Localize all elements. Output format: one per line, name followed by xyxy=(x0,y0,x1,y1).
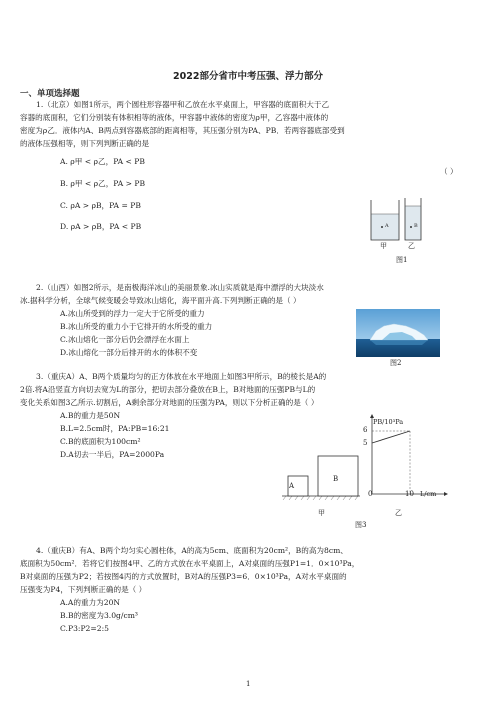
q4-line: 底面积为50cm²．若将它们按图4甲、乙的方式放在水平桌面上，A对桌面的压强P1=1．0×10³Pa， xyxy=(20,559,360,568)
q2-option-d: D.冰山熔化一部分后排开的水的体积不变 xyxy=(60,348,198,357)
q3-line: 变化关系如图3乙所示.切割后，A剩余部分对地面的压强为PA，则以下分析正确的是（ ） xyxy=(20,398,319,407)
q1-option-d: D. ρA > ρB，PA < PB xyxy=(60,222,142,231)
fig1-label-yi: 乙 xyxy=(408,242,415,250)
q4-line: 压强变为P4，下列判断正确的是（ ） xyxy=(20,585,147,594)
q2-option-a: A.冰山所受到的浮力一定大于它所受的重力 xyxy=(60,309,205,318)
q1-answer-bracket: （ ） xyxy=(440,167,458,176)
graph-y-label: PB/10³Pa xyxy=(373,418,404,426)
q1-line: 容器的底面积，它们分别装有体积相等的液体，甲容器中液体的密度为ρ甲，乙容器中液体的 xyxy=(20,113,329,122)
section-heading: 一、单项选择题 xyxy=(20,89,80,99)
block-a-label: A xyxy=(289,482,295,490)
q3-option-c: C.B的底面积为100cm² xyxy=(60,437,141,446)
y-tick-6: 6 xyxy=(363,426,368,434)
block-b-label: B xyxy=(333,475,339,483)
q4-line: B对桌面的压强为P2；若按图4丙的方式放置时，B对A的压强P3=6．0×10³Pa，A对水平桌面的 xyxy=(20,572,347,581)
q1-option-b: B. ρ甲 < ρ乙，PA > PB xyxy=(60,179,146,188)
q3-option-d: D.A切去一半后，PA=2000Pa xyxy=(60,450,165,459)
point-b-label: B xyxy=(414,223,418,229)
fig1-label-jia: 甲 xyxy=(380,242,387,250)
page-number: 1 xyxy=(246,680,251,688)
q3-line: 2倍.将A沿竖直方向切去宽为L的部分，把切去部分叠放在B上，B对地面的压强PB与L的 xyxy=(20,385,316,394)
q4-line: 4.（重庆B）有A、B两个均匀实心圆柱体，A的高为5cm、底面积为20cm²，B的高为8cm、 xyxy=(36,546,348,555)
figure-1-caption: 图1 xyxy=(396,256,408,264)
x-tick-0: 0 xyxy=(368,490,373,498)
q2-option-c: C.冰山熔化一部分后仍会漂浮在水面上 xyxy=(60,335,190,344)
page-title: 2022部分省市中考压强、浮力部分 xyxy=(173,71,323,82)
q1-option-c: C. ρA > ρB，PA = PB xyxy=(60,201,141,210)
point-b-dot xyxy=(410,226,412,228)
graph-x-label: L/cm xyxy=(420,490,437,498)
figure-2-caption: 图2 xyxy=(390,359,402,367)
figure-3-caption: 图3 xyxy=(355,521,367,529)
x-tick-10: 10 xyxy=(405,490,414,498)
q1-line: 的液体压强相等，则下列判断正确的是 xyxy=(20,139,150,148)
q1-line: 密度为ρ乙．液体内A、B两点到容器底部的距离相等，其压强分别为PA、PB．若两容器底部受到 xyxy=(20,126,345,135)
q4-option-a: A.A的重力为20N xyxy=(60,598,121,607)
q2-line: 2.（山西）如图2所示，是南极海洋冰山的美丽景象.冰山实质就是海中漂浮的大块淡水 xyxy=(36,283,324,292)
q2-option-b: B.冰山所受的重力小于它排开的水所受的重力 xyxy=(60,322,213,331)
fig3-label-yi: 乙 xyxy=(395,509,402,517)
q1-option-a: A. ρ甲 < ρ乙，PA < PB xyxy=(60,157,145,166)
point-a-dot xyxy=(381,226,383,228)
y-tick-5: 5 xyxy=(363,439,368,447)
q4-option-b: B.B的密度为3.0g/cm³ xyxy=(60,611,138,620)
figure-1-containers xyxy=(364,196,430,248)
q3-option-b: B.L=2.5cm时，PA:PB=16:21 xyxy=(60,424,170,433)
fig3-label-jia: 甲 xyxy=(318,509,325,517)
point-a-label: A xyxy=(385,223,389,229)
q2-line: 冰.据科学分析，全球气候变暖会导致冰山熔化，海平面升高.下列判断正确的是（ ） xyxy=(20,296,301,305)
q3-option-a: A.B的重力是50N xyxy=(60,411,121,420)
q1-line: 1.（北京）如图1所示，两个圆柱形容器甲和乙放在水平桌面上，甲容器的底面积大于乙 xyxy=(36,100,330,109)
pb-line xyxy=(372,431,410,443)
q4-option-c: C.P3:P2=2:5 xyxy=(60,624,109,633)
figure-2-iceberg-photo xyxy=(356,309,440,357)
q3-line: 3.（重庆A）A、B两个质量均匀的正方体放在水平地面上如图3甲所示，B的棱长是A的 xyxy=(36,372,327,381)
